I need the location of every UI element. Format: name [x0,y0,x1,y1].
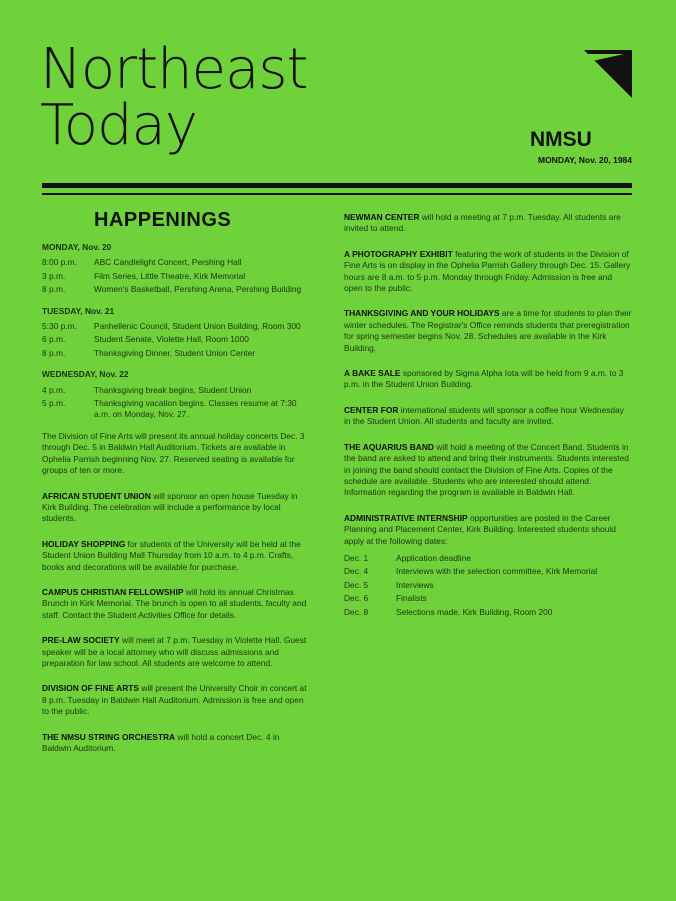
announcement-body: for students of the University will be held at the Student Union Building Mall Thursday from 10 a.m. to 4 p.m. Crafts, books and decorations will be available for purchase. [42,538,301,572]
event-text: Thanksgiving vacation begins. Classes resume at 7:30 a.m. on Monday, Nov. 27. [94,398,297,420]
announcement [42,683,310,717]
announcement-lead: THANKSGIVING AND YOUR HOLIDAYS [344,308,500,319]
list-text: Selections made, Kirk Building, Room 200 [396,606,553,617]
event-text: Women's Basketball, Pershing Arena, Pershing Building [94,284,302,295]
schedule-row [42,284,310,295]
org-name: NMSU [530,128,592,151]
announcement [344,405,632,428]
event-time: 5 p.m. [42,398,66,409]
announcement [42,431,310,477]
schedule-row [42,334,310,345]
event-time: 3 p.m. [42,270,66,281]
schedule-row [42,398,310,421]
list-date: Dec. 6 [344,593,369,604]
announcement-lead: CENTER FOR [344,404,399,415]
list-item [344,593,632,604]
announcement-body: will present the University Choir in concert at 8 p.m. Tuesday in Baldwin Hall Auditorium. Admission is free and open to the public. [42,683,307,717]
list-text: Application deadline [396,552,471,563]
announcement [42,732,310,755]
list-item [344,566,632,577]
announcement-lead: A PHOTOGRAPHY EXHIBIT [344,248,453,259]
announcement [42,635,310,669]
announcement-body: will hold a concert Dec. 4 in Baldwin Auditorium. [42,731,280,753]
event-text: Thanksgiving break begins, Student Union [94,384,252,395]
list-date: Dec. 8 [344,606,369,617]
announcement-body: will meet at 7 p.m. Tuesday in Violette Hall. Guest speaker will be a local attorney who will discuss admissions and preparation for law school. All students are welcome to attend. [42,635,307,668]
announcement [42,491,310,525]
masthead-title-line1: Northeast [40,37,308,102]
header-rule-thin [42,193,632,195]
section-headline: HAPPENINGS [94,209,232,231]
announcement-lead: THE NMSU STRING ORCHESTRA [42,731,176,742]
list-item [344,607,632,618]
schedule-day-3 [42,369,310,421]
left-column [42,208,310,768]
announcement [42,587,310,621]
announcement-lead: PRE-LAW SOCIETY [42,635,120,646]
event-text: Film Series, Little Theatre, Kirk Memorial [94,270,246,281]
announcement-body: will hold a meeting of the Concert Band. Students in the band are asked to attend and bring their instruments. Students interested in joining the band should contact the Division of Fine Arts. Copies of the schedule are available. Students who are interested should attend. Information regarding the program is available in Baldwin Hall. [344,441,629,498]
list-text: Interviews with the selection committee, Kirk Memorial [396,566,598,577]
corner-triangle-icon [584,50,632,98]
masthead-title-line2: Today [40,93,197,158]
internship-date-list [344,553,632,618]
event-text: Panhellenic Council, Student Union Building, Room 300 [94,321,301,332]
day-heading: MONDAY, Nov. 20 [42,242,112,252]
announcement-body: The Division of Fine Arts will present its annual holiday concerts Dec. 3 through Dec. 5 in Baldwin Hall Auditorium. Tickets are available in Ophelia Parrish beginning Nov. 27. Reserved seating is available for groups of ten or more. [42,430,305,476]
announcement-body: opportunities are posted in the Career Planning and Placement Center, Kirk Building. Interested students should apply at the following dates: [344,512,616,546]
right-column [344,212,632,620]
announcement [344,308,632,354]
schedule-row [42,348,310,359]
list-item [344,580,632,591]
announcement-lead: CAMPUS CHRISTIAN FELLOWSHIP [42,586,184,597]
day-heading: TUESDAY, Nov. 21 [42,305,115,316]
list-text: Interviews [396,579,434,590]
event-time: 8 p.m. [42,284,66,295]
event-time: 8:00 p.m. [42,257,77,268]
schedule-row [42,321,310,332]
announcement-lead: NEWMAN CENTER [344,212,420,222]
schedule-row [42,257,310,268]
announcement [344,249,632,295]
announcement-body: featuring the work of students in the Division of Fine Arts is on display in the Ophelia Parrish Gallery through Dec. 15. Gallery hours are 8 a.m. to 5 p.m. Monday through Friday. Admission is free and open to the public. [344,248,631,294]
announcement-body: will hold its annual Christmas Brunch in Kirk Memorial. The brunch is open to all students, faculty and staff. Contact the Student Activities Office for details. [42,586,307,620]
schedule-day-1 [42,242,310,296]
announcement [344,442,632,499]
schedule-day-2 [42,306,310,360]
list-text: Finalists [396,593,427,604]
announcement-body: are a time for students to plan their winter schedules. The Registrar's Office reminds students that preregistration for spring semester begins Nov. 28. Schedules are available in the Kirk Building. [344,308,632,353]
event-text: Student Senate, Violette Hall, Room 1000 [94,334,249,345]
list-date: Dec. 1 [344,552,369,563]
dateline: MONDAY, Nov. 20, 1984 [537,155,632,165]
masthead-title [40,37,308,158]
event-time: 6 p.m. [42,334,66,345]
announcement [42,539,310,573]
event-time: 8 p.m. [42,347,66,358]
announcement-body: international students will sponsor a coffee hour Wednesday in the Student Union. All students and faculty are invited. [344,404,624,427]
event-time: 4 p.m. [42,384,66,395]
announcement-lead: A BAKE SALE [344,368,401,379]
event-time: 5:30 p.m. [42,321,77,332]
announcement [344,212,632,235]
schedule-row [42,271,310,282]
announcement-lead: DIVISION OF FINE ARTS [42,683,139,694]
list-item [344,553,632,564]
announcement-lead: AFRICAN STUDENT UNION [42,490,151,501]
header-rule-thick [42,183,632,188]
announcement-body: sponsored by Sigma Alpha Iota will be held from 9 a.m. to 3 p.m. in the Student Union Building. [344,368,624,390]
schedule-row [42,385,310,396]
list-date: Dec. 5 [344,579,369,590]
list-date: Dec. 4 [344,566,369,577]
event-text: ABC Candlelight Concert, Pershing Hall [94,257,242,268]
announcement-lead: ADMINISTRATIVE INTERNSHIP [344,512,468,523]
announcement [344,513,632,547]
announcement-lead: THE AQUARIUS BAND [344,441,434,452]
announcement-body: will sponsor an open house Tuesday in Kirk Building. The celebration will include a performance by local students. [42,490,298,524]
day-heading: WEDNESDAY, Nov. 22 [42,369,129,380]
event-text: Thanksgiving Dinner, Student Union Center [94,347,256,358]
announcement-lead: HOLIDAY SHOPPING [42,538,126,549]
announcement [344,368,632,391]
announcement-body: will hold a meeting at 7 p.m. Tuesday. All students are invited to attend. [344,212,621,234]
